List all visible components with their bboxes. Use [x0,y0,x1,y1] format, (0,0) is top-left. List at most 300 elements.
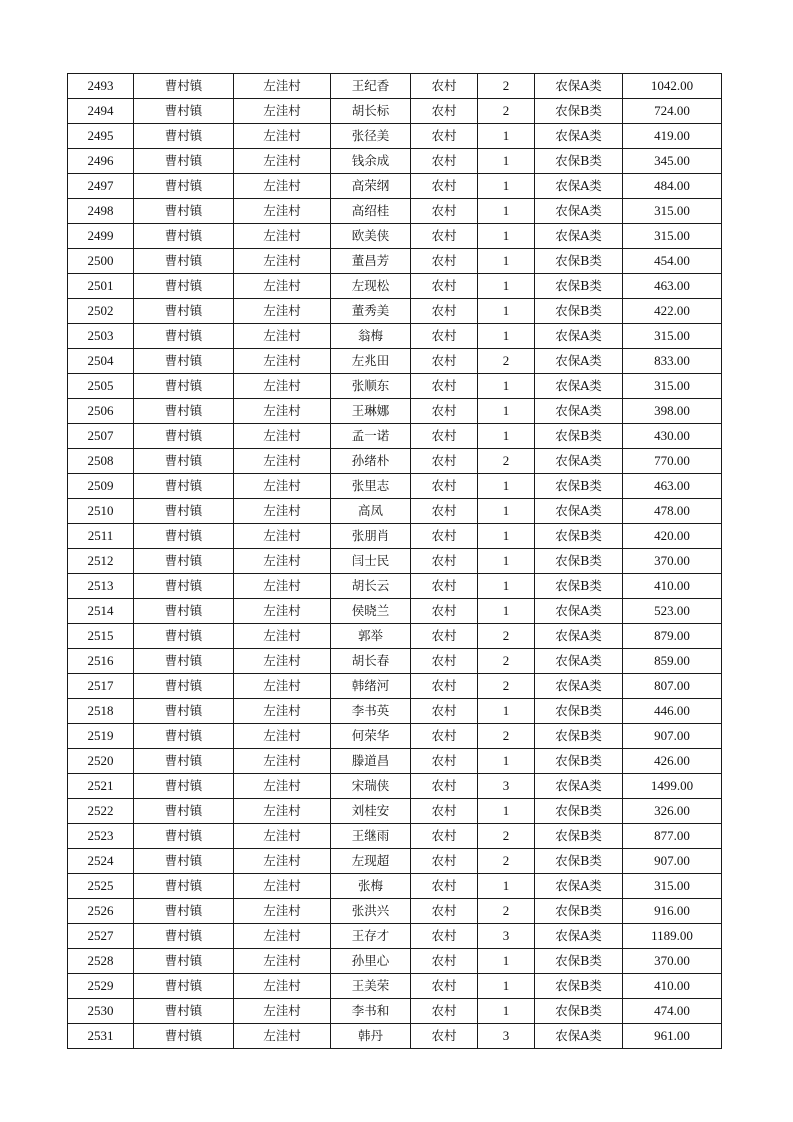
household-count-cell: 1 [478,274,535,299]
name-cell: 张顺东 [331,374,411,399]
row-number-cell: 2528 [68,949,134,974]
residence-type-cell: 农村 [411,849,478,874]
row-number-cell: 2518 [68,699,134,724]
amount-cell: 523.00 [623,599,722,624]
row-number-cell: 2494 [68,99,134,124]
row-number-cell: 2525 [68,874,134,899]
insurance-category-cell: 农保B类 [535,824,623,849]
insurance-category-cell: 农保A类 [535,599,623,624]
amount-cell: 807.00 [623,674,722,699]
township-cell: 曹村镇 [134,599,234,624]
table-row [68,799,722,824]
insurance-category-cell: 农保A类 [535,649,623,674]
village-cell: 左洼村 [234,1024,331,1049]
name-cell: 张洪兴 [331,899,411,924]
amount-cell: 345.00 [623,149,722,174]
household-count-cell: 2 [478,674,535,699]
row-number-cell: 2512 [68,549,134,574]
amount-cell: 961.00 [623,1024,722,1049]
insurance-category-cell: 农保B类 [535,974,623,999]
village-cell: 左洼村 [234,424,331,449]
name-cell: 刘桂安 [331,799,411,824]
village-cell: 左洼村 [234,874,331,899]
township-cell: 曹村镇 [134,149,234,174]
insurance-category-cell: 农保B类 [535,799,623,824]
household-count-cell: 2 [478,849,535,874]
residence-type-cell: 农村 [411,149,478,174]
household-count-cell: 2 [478,449,535,474]
residence-type-cell: 农村 [411,399,478,424]
insurance-category-cell: 农保A类 [535,624,623,649]
name-cell: 王存才 [331,924,411,949]
township-cell: 曹村镇 [134,274,234,299]
household-count-cell: 2 [478,99,535,124]
row-number-cell: 2524 [68,849,134,874]
township-cell: 曹村镇 [134,624,234,649]
insurance-category-cell: 农保A类 [535,224,623,249]
table-row [68,299,722,324]
table-row [68,749,722,774]
residence-type-cell: 农村 [411,624,478,649]
household-count-cell: 1 [478,174,535,199]
row-number-cell: 2529 [68,974,134,999]
household-count-cell: 2 [478,349,535,374]
row-number-cell: 2526 [68,899,134,924]
table-row [68,249,722,274]
village-cell: 左洼村 [234,899,331,924]
name-cell: 翁梅 [331,324,411,349]
name-cell: 侯晓兰 [331,599,411,624]
village-cell: 左洼村 [234,599,331,624]
residence-type-cell: 农村 [411,574,478,599]
township-cell: 曹村镇 [134,174,234,199]
township-cell: 曹村镇 [134,724,234,749]
insurance-category-cell: 农保A类 [535,774,623,799]
household-count-cell: 1 [478,499,535,524]
row-number-cell: 2496 [68,149,134,174]
village-cell: 左洼村 [234,749,331,774]
township-cell: 曹村镇 [134,824,234,849]
household-count-cell: 2 [478,899,535,924]
insurance-category-cell: 农保B类 [535,899,623,924]
insurance-category-cell: 农保A类 [535,174,623,199]
insurance-category-cell: 农保B类 [535,274,623,299]
village-cell: 左洼村 [234,124,331,149]
village-cell: 左洼村 [234,249,331,274]
amount-cell: 484.00 [623,174,722,199]
household-count-cell: 1 [478,599,535,624]
row-number-cell: 2516 [68,649,134,674]
table-row [68,424,722,449]
township-cell: 曹村镇 [134,799,234,824]
township-cell: 曹村镇 [134,224,234,249]
table-row [68,899,722,924]
village-cell: 左洼村 [234,474,331,499]
row-number-cell: 2501 [68,274,134,299]
village-cell: 左洼村 [234,149,331,174]
village-cell: 左洼村 [234,324,331,349]
residence-type-cell: 农村 [411,424,478,449]
township-cell: 曹村镇 [134,774,234,799]
township-cell: 曹村镇 [134,699,234,724]
row-number-cell: 2513 [68,574,134,599]
amount-cell: 315.00 [623,874,722,899]
name-cell: 王纪香 [331,74,411,99]
insurance-category-cell: 农保B类 [535,999,623,1024]
amount-cell: 907.00 [623,724,722,749]
residence-type-cell: 农村 [411,774,478,799]
table-row [68,599,722,624]
insurance-category-cell: 农保B类 [535,749,623,774]
township-cell: 曹村镇 [134,524,234,549]
household-count-cell: 1 [478,874,535,899]
household-count-cell: 1 [478,299,535,324]
residence-type-cell: 农村 [411,274,478,299]
township-cell: 曹村镇 [134,499,234,524]
name-cell: 胡长标 [331,99,411,124]
township-cell: 曹村镇 [134,474,234,499]
amount-cell: 478.00 [623,499,722,524]
household-count-cell: 2 [478,74,535,99]
household-count-cell: 1 [478,699,535,724]
row-number-cell: 2499 [68,224,134,249]
township-cell: 曹村镇 [134,849,234,874]
name-cell: 左现超 [331,849,411,874]
village-cell: 左洼村 [234,774,331,799]
insurance-category-cell: 农保A类 [535,874,623,899]
township-cell: 曹村镇 [134,424,234,449]
village-cell: 左洼村 [234,999,331,1024]
row-number-cell: 2517 [68,674,134,699]
household-count-cell: 3 [478,774,535,799]
row-number-cell: 2505 [68,374,134,399]
household-count-cell: 1 [478,949,535,974]
village-cell: 左洼村 [234,199,331,224]
table-row [68,824,722,849]
name-cell: 何荣华 [331,724,411,749]
township-cell: 曹村镇 [134,974,234,999]
insurance-category-cell: 农保A类 [535,374,623,399]
table-row [68,124,722,149]
amount-cell: 463.00 [623,474,722,499]
residence-type-cell: 农村 [411,449,478,474]
insurance-category-cell: 农保A类 [535,499,623,524]
village-cell: 左洼村 [234,624,331,649]
residence-type-cell: 农村 [411,549,478,574]
table-row [68,499,722,524]
insurance-category-cell: 农保A类 [535,1024,623,1049]
township-cell: 曹村镇 [134,924,234,949]
residence-type-cell: 农村 [411,324,478,349]
name-cell: 张里志 [331,474,411,499]
insurance-category-cell: 农保A类 [535,74,623,99]
residence-type-cell: 农村 [411,349,478,374]
residence-type-cell: 农村 [411,524,478,549]
name-cell: 张朋肖 [331,524,411,549]
amount-cell: 315.00 [623,224,722,249]
table-row [68,174,722,199]
table-row [68,149,722,174]
household-count-cell: 1 [478,324,535,349]
village-cell: 左洼村 [234,174,331,199]
row-number-cell: 2523 [68,824,134,849]
household-count-cell: 3 [478,1024,535,1049]
village-cell: 左洼村 [234,949,331,974]
name-cell: 胡长云 [331,574,411,599]
table-row [68,999,722,1024]
row-number-cell: 2506 [68,399,134,424]
household-count-cell: 1 [478,474,535,499]
amount-cell: 879.00 [623,624,722,649]
household-count-cell: 1 [478,374,535,399]
residence-type-cell: 农村 [411,899,478,924]
household-count-cell: 1 [478,424,535,449]
residence-type-cell: 农村 [411,924,478,949]
table-row [68,449,722,474]
name-cell: 王美荣 [331,974,411,999]
row-number-cell: 2530 [68,999,134,1024]
insurance-category-cell: 农保B类 [535,699,623,724]
household-count-cell: 1 [478,549,535,574]
insurance-category-cell: 农保B类 [535,149,623,174]
name-cell: 郭举 [331,624,411,649]
village-cell: 左洼村 [234,649,331,674]
household-count-cell: 1 [478,524,535,549]
name-cell: 左兆田 [331,349,411,374]
amount-cell: 770.00 [623,449,722,474]
row-number-cell: 2508 [68,449,134,474]
name-cell: 张梅 [331,874,411,899]
residence-type-cell: 农村 [411,799,478,824]
village-cell: 左洼村 [234,274,331,299]
township-cell: 曹村镇 [134,949,234,974]
relief-recipient-table [67,73,722,1049]
township-cell: 曹村镇 [134,999,234,1024]
insurance-category-cell: 农保A类 [535,449,623,474]
residence-type-cell: 农村 [411,74,478,99]
household-count-cell: 1 [478,974,535,999]
amount-cell: 398.00 [623,399,722,424]
name-cell: 孙绪朴 [331,449,411,474]
name-cell: 闫士民 [331,549,411,574]
amount-cell: 724.00 [623,99,722,124]
insurance-category-cell: 农保B类 [535,424,623,449]
amount-cell: 833.00 [623,349,722,374]
residence-type-cell: 农村 [411,674,478,699]
name-cell: 欧美侠 [331,224,411,249]
village-cell: 左洼村 [234,699,331,724]
household-count-cell: 2 [478,624,535,649]
household-count-cell: 1 [478,399,535,424]
household-count-cell: 3 [478,924,535,949]
table-row [68,699,722,724]
table-body [68,74,722,1049]
amount-cell: 1042.00 [623,74,722,99]
township-cell: 曹村镇 [134,749,234,774]
village-cell: 左洼村 [234,74,331,99]
residence-type-cell: 农村 [411,824,478,849]
village-cell: 左洼村 [234,449,331,474]
residence-type-cell: 农村 [411,874,478,899]
township-cell: 曹村镇 [134,124,234,149]
amount-cell: 859.00 [623,649,722,674]
row-number-cell: 2511 [68,524,134,549]
name-cell: 李书和 [331,999,411,1024]
row-number-cell: 2519 [68,724,134,749]
village-cell: 左洼村 [234,849,331,874]
row-number-cell: 2527 [68,924,134,949]
village-cell: 左洼村 [234,574,331,599]
amount-cell: 1189.00 [623,924,722,949]
name-cell: 韩绪河 [331,674,411,699]
household-count-cell: 1 [478,999,535,1024]
name-cell: 李书英 [331,699,411,724]
village-cell: 左洼村 [234,924,331,949]
residence-type-cell: 农村 [411,974,478,999]
village-cell: 左洼村 [234,799,331,824]
household-count-cell: 2 [478,824,535,849]
residence-type-cell: 农村 [411,949,478,974]
row-number-cell: 2498 [68,199,134,224]
residence-type-cell: 农村 [411,724,478,749]
amount-cell: 410.00 [623,574,722,599]
village-cell: 左洼村 [234,224,331,249]
township-cell: 曹村镇 [134,349,234,374]
household-count-cell: 1 [478,574,535,599]
amount-cell: 474.00 [623,999,722,1024]
township-cell: 曹村镇 [134,74,234,99]
household-count-cell: 1 [478,224,535,249]
name-cell: 孟一诺 [331,424,411,449]
name-cell: 左现松 [331,274,411,299]
residence-type-cell: 农村 [411,249,478,274]
township-cell: 曹村镇 [134,199,234,224]
name-cell: 钱余成 [331,149,411,174]
village-cell: 左洼村 [234,549,331,574]
village-cell: 左洼村 [234,374,331,399]
township-cell: 曹村镇 [134,549,234,574]
row-number-cell: 2504 [68,349,134,374]
name-cell: 王琳娜 [331,399,411,424]
table-row [68,949,722,974]
amount-cell: 916.00 [623,899,722,924]
row-number-cell: 2521 [68,774,134,799]
residence-type-cell: 农村 [411,999,478,1024]
name-cell: 高荣纲 [331,174,411,199]
table-row [68,924,722,949]
table-row [68,1024,722,1049]
amount-cell: 907.00 [623,849,722,874]
township-cell: 曹村镇 [134,1024,234,1049]
row-number-cell: 2531 [68,1024,134,1049]
table-row [68,849,722,874]
name-cell: 滕道昌 [331,749,411,774]
township-cell: 曹村镇 [134,899,234,924]
name-cell: 董昌芳 [331,249,411,274]
table-row [68,74,722,99]
row-number-cell: 2515 [68,624,134,649]
table-row [68,974,722,999]
village-cell: 左洼村 [234,824,331,849]
residence-type-cell: 农村 [411,299,478,324]
table-row [68,374,722,399]
insurance-category-cell: 农保A类 [535,199,623,224]
village-cell: 左洼村 [234,499,331,524]
amount-cell: 419.00 [623,124,722,149]
insurance-category-cell: 农保B类 [535,474,623,499]
name-cell: 孙里心 [331,949,411,974]
amount-cell: 446.00 [623,699,722,724]
row-number-cell: 2500 [68,249,134,274]
row-number-cell: 2503 [68,324,134,349]
residence-type-cell: 农村 [411,124,478,149]
table-row [68,524,722,549]
village-cell: 左洼村 [234,299,331,324]
residence-type-cell: 农村 [411,224,478,249]
table-row [68,574,722,599]
row-number-cell: 2497 [68,174,134,199]
table-row [68,349,722,374]
household-count-cell: 1 [478,799,535,824]
household-count-cell: 1 [478,124,535,149]
residence-type-cell: 农村 [411,599,478,624]
row-number-cell: 2514 [68,599,134,624]
amount-cell: 370.00 [623,549,722,574]
residence-type-cell: 农村 [411,499,478,524]
household-count-cell: 2 [478,649,535,674]
insurance-category-cell: 农保B类 [535,249,623,274]
table-row [68,399,722,424]
village-cell: 左洼村 [234,724,331,749]
amount-cell: 315.00 [623,374,722,399]
row-number-cell: 2495 [68,124,134,149]
residence-type-cell: 农村 [411,749,478,774]
household-count-cell: 2 [478,724,535,749]
table-row [68,199,722,224]
residence-type-cell: 农村 [411,1024,478,1049]
table-row [68,99,722,124]
name-cell: 董秀美 [331,299,411,324]
insurance-category-cell: 农保A类 [535,324,623,349]
township-cell: 曹村镇 [134,874,234,899]
household-count-cell: 1 [478,149,535,174]
name-cell: 宋瑞侠 [331,774,411,799]
table-row [68,474,722,499]
table-row [68,324,722,349]
amount-cell: 426.00 [623,749,722,774]
insurance-category-cell: 农保A类 [535,924,623,949]
insurance-category-cell: 农保B类 [535,299,623,324]
insurance-category-cell: 农保A类 [535,399,623,424]
household-count-cell: 1 [478,199,535,224]
township-cell: 曹村镇 [134,299,234,324]
name-cell: 胡长春 [331,649,411,674]
village-cell: 左洼村 [234,974,331,999]
township-cell: 曹村镇 [134,399,234,424]
amount-cell: 1499.00 [623,774,722,799]
township-cell: 曹村镇 [134,649,234,674]
amount-cell: 410.00 [623,974,722,999]
township-cell: 曹村镇 [134,449,234,474]
village-cell: 左洼村 [234,524,331,549]
table-row [68,774,722,799]
row-number-cell: 2493 [68,74,134,99]
name-cell: 高绍桂 [331,199,411,224]
township-cell: 曹村镇 [134,324,234,349]
residence-type-cell: 农村 [411,199,478,224]
row-number-cell: 2507 [68,424,134,449]
table-row [68,549,722,574]
